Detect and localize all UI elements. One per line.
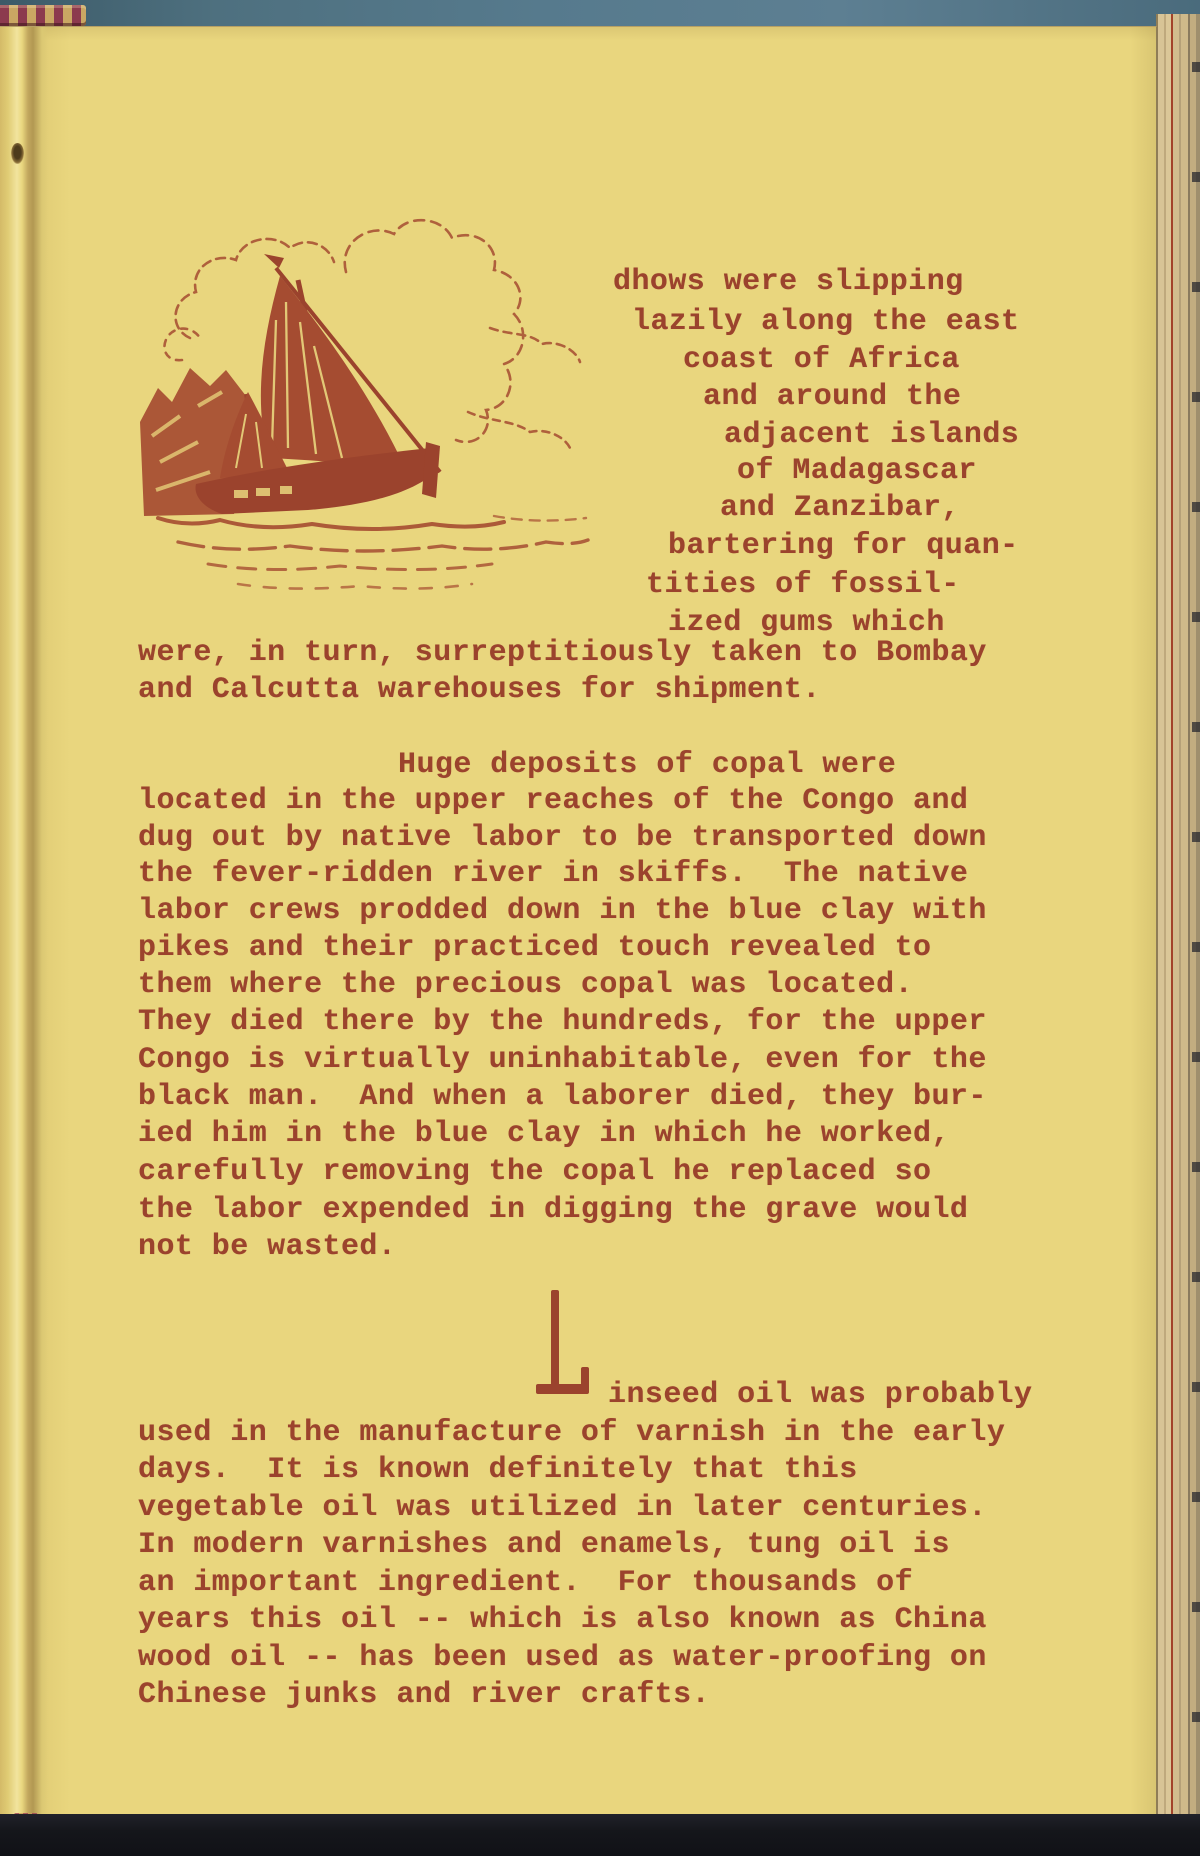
linseed-line: used in the manufacture of varnish in the early	[138, 1416, 1006, 1450]
copal-line: Huge deposits of copal were	[398, 748, 897, 782]
linseed-line: vegetable oil was utilized in later centuries.	[138, 1491, 987, 1525]
intro-wrap-line: of Madagascar	[737, 454, 977, 488]
copal-line: labor crews prodded down in the blue clay with	[138, 894, 987, 928]
copal-line: black man. And when a laborer died, they bur-	[138, 1080, 987, 1114]
intro-wrap-line: adjacent islands	[724, 418, 1020, 452]
linseed-line: years this oil -- which is also known as China	[138, 1603, 987, 1637]
linseed-line: an important ingredient. For thousands of	[138, 1566, 914, 1600]
intro-wrap-line: coast of Africa	[683, 343, 960, 377]
fore-edge-marks	[1192, 14, 1200, 1814]
book-cover-bottom	[0, 1814, 1200, 1856]
intro-wrap-line: dhows were slipping	[613, 265, 964, 299]
linseed-line: Chinese junks and river crafts.	[138, 1678, 711, 1712]
intro-wrap-line: bartering for quan-	[668, 529, 1019, 563]
copal-line: Congo is virtually uninhabitable, even for the	[138, 1043, 987, 1077]
headband-weave	[0, 5, 86, 26]
intro-wrap-line: and Zanzibar,	[720, 491, 960, 525]
copal-line: located in the upper reaches of the Congo and	[138, 784, 969, 818]
drop-cap-L-stem	[551, 1290, 559, 1392]
copal-line: pikes and their practiced touch revealed to	[138, 931, 932, 965]
linseed-line: In modern varnishes and enamels, tung oil is	[138, 1528, 950, 1562]
stitch-hole	[11, 143, 24, 164]
linseed-line: inseed oil was probably	[608, 1378, 1033, 1412]
intro-wrap-line: lazily along the east	[632, 305, 1020, 339]
dhow-ship-illustration	[138, 210, 598, 602]
linseed-line: wood oil -- has been used as water-proofing on	[138, 1641, 987, 1675]
copal-line: carefully removing the copal he replaced so	[138, 1155, 932, 1189]
linseed-line: days. It is known definitely that this	[138, 1453, 858, 1487]
copal-line: not be wasted.	[138, 1230, 397, 1264]
intro-wrap-line: and around the	[703, 380, 962, 414]
intro-line: were, in turn, surreptitiously taken to Bombay	[138, 636, 987, 670]
drop-cap-L-hook	[581, 1367, 589, 1394]
book-page	[0, 26, 1157, 1815]
intro-line: and Calcutta warehouses for shipment.	[138, 673, 821, 707]
copal-line: the labor expended in digging the grave would	[138, 1193, 969, 1227]
copal-line: them where the precious copal was located.	[138, 968, 914, 1002]
copal-line: They died there by the hundreds, for the upper	[138, 1005, 987, 1039]
binding-crease	[0, 27, 48, 1815]
copal-line: dug out by native labor to be transported down	[138, 821, 987, 855]
book-cover-top	[0, 0, 1200, 26]
intro-wrap-line: tities of fossil-	[646, 568, 960, 602]
intro-wrap-line: ized gums which	[668, 606, 945, 640]
copal-line: ied him in the blue clay in which he worked,	[138, 1117, 950, 1151]
copal-line: the fever-ridden river in skiffs. The native	[138, 857, 969, 891]
